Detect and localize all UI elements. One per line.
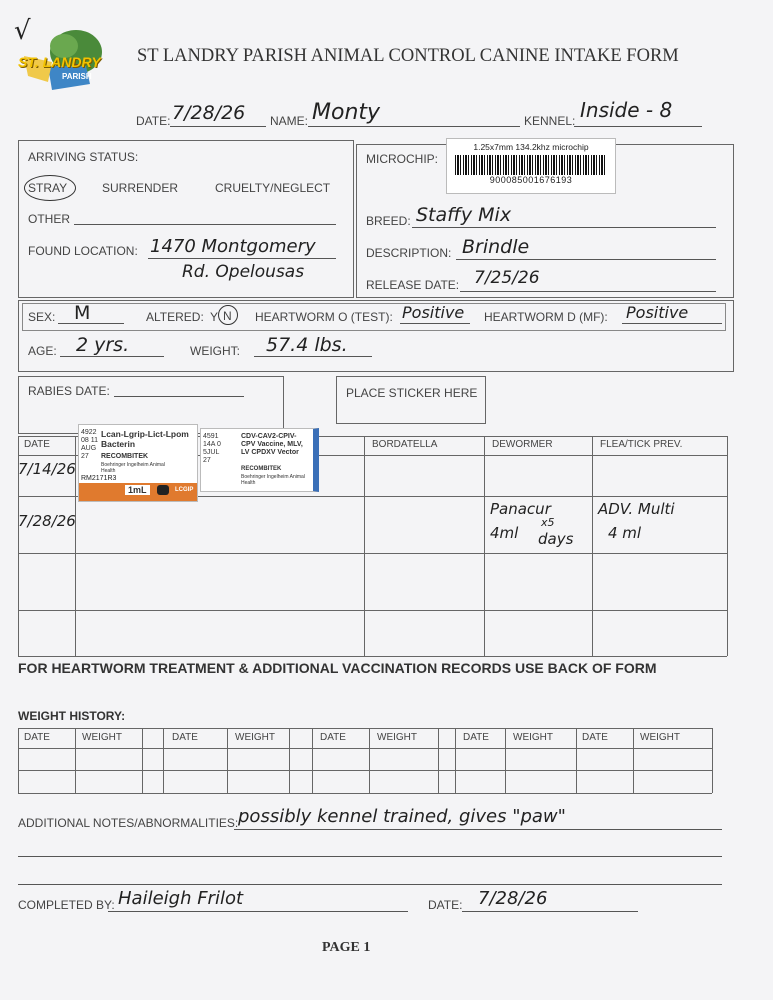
age-value: 2 yrs. <box>76 334 130 356</box>
age-label: AGE: <box>28 344 57 358</box>
vaccine-sticker-leptospira <box>78 424 198 502</box>
completed-by-value: Haileigh Frilot <box>118 888 244 909</box>
place-sticker-box <box>336 376 486 424</box>
dewormer-days: days <box>538 530 574 548</box>
cruelty-option: CRUELTY/NEGLECT <box>215 181 331 195</box>
weight-history-header-weight-1: WEIGHT <box>82 732 122 743</box>
microchip-sticker-text: 1.25x7mm 134.2khz microchip <box>473 142 589 152</box>
weight-history-header-weight-3: WEIGHT <box>377 732 417 743</box>
weight-history-label: WEIGHT HISTORY: <box>18 709 126 723</box>
back-of-form-notice: FOR HEARTWORM TREATMENT & ADDITIONAL VACCINATION RECORDS USE BACK OF FORM <box>18 660 657 676</box>
sex-value: M <box>74 302 91 324</box>
completed-date-value: 7/28/26 <box>478 888 548 909</box>
weight-history-header-date-3: DATE <box>320 732 346 743</box>
vaccine-header-bordatella: BORDATELLA <box>372 439 438 450</box>
sticker2-name: CDV-CAV2-CPIV-CPV Vaccine, MLV, LV CPDXV Vector <box>241 433 303 456</box>
weight-history-header-date-1: DATE <box>24 732 50 743</box>
sticker1-brand: RECOMBITEK <box>101 453 149 460</box>
page-number: PAGE 1 <box>322 940 371 955</box>
weight-label: WEIGHT: <box>190 344 240 358</box>
sticker2-lot: 459114A 05JUL27 <box>203 433 221 464</box>
sticker1-tag: LCGIP <box>175 487 194 493</box>
microchip-sticker <box>446 138 616 194</box>
logo-subtext: PARISH <box>62 72 92 81</box>
breed-label: BREED: <box>366 214 411 228</box>
surrender-option: SURRENDER <box>102 181 179 195</box>
vaccine-header-date: DATE <box>24 439 50 450</box>
sticker1-dose: 1mL <box>125 485 150 495</box>
completed-by-label: COMPLETED BY: <box>18 898 115 912</box>
weight-history-header-weight-4: WEIGHT <box>513 732 553 743</box>
sticker1-maker: Boehringer Ingelheim Animal Health <box>101 462 165 474</box>
altered-no-circled: N <box>223 309 232 323</box>
rabies-date-label: RABIES DATE: <box>28 384 110 398</box>
vaccine-row2-date: 7/28/26 <box>18 512 76 530</box>
dog-icon <box>157 485 169 495</box>
dewormer-line2: 4ml <box>490 524 519 542</box>
heartworm-d-label: HEARTWORM D (MF): <box>484 310 608 324</box>
altered-label: ALTERED: <box>146 310 204 324</box>
microchip-label: MICROCHIP: <box>366 152 438 166</box>
vaccine-sticker-distemper <box>200 428 319 492</box>
sticker2-maker: Boehringer Ingelheim Animal Health <box>241 474 305 486</box>
kennel-label: KENNEL: <box>524 114 576 128</box>
date-label: DATE: <box>136 114 171 128</box>
release-date-value: 7/25/26 <box>474 268 540 288</box>
additional-notes-label: ADDITIONAL NOTES/ABNORMALITIES: <box>18 816 239 830</box>
place-sticker-label: PLACE STICKER HERE <box>346 386 478 400</box>
heartworm-o-label: HEARTWORM O (TEST): <box>255 310 393 324</box>
description-label: DESCRIPTION: <box>366 246 452 260</box>
weight-history-header-weight-5: WEIGHT <box>640 732 680 743</box>
name-value: Monty <box>312 100 381 125</box>
check-mark: √ <box>14 16 31 46</box>
release-date-label: RELEASE DATE: <box>366 278 460 292</box>
found-location-label: FOUND LOCATION: <box>28 244 138 258</box>
vaccine-header-flea-tick: FLEA/TICK PREV. <box>600 439 683 450</box>
parish-logo <box>18 26 106 100</box>
weight-history-header-date-5: DATE <box>582 732 608 743</box>
sex-label: SEX: <box>28 310 56 324</box>
sticker1-code: RM2171R3 <box>81 475 117 482</box>
found-location-line1: 1470 Montgomery <box>150 236 316 257</box>
weight-history-header-weight-2: WEIGHT <box>235 732 275 743</box>
barcode-icon <box>455 155 607 175</box>
weight-history-header-date-2: DATE <box>172 732 198 743</box>
dewormer-line1: Panacur <box>490 500 551 518</box>
sticker1-name: Lcan-Lgrip-Lict-Lpom Bacterin <box>101 429 189 449</box>
sticker2-brand: RECOMBITEK <box>241 466 282 472</box>
intake-date-value: 7/28/26 <box>172 102 246 124</box>
found-location-line2: Rd. Opelousas <box>182 262 305 282</box>
arriving-status-label: ARRIVING STATUS: <box>28 150 139 164</box>
heartworm-d-value: Positive <box>626 303 689 322</box>
name-label: NAME: <box>270 114 309 128</box>
other-label: OTHER <box>28 212 70 226</box>
stray-option: STRAY <box>28 181 68 195</box>
breed-value: Staffy Mix <box>416 204 512 226</box>
weight-value: 57.4 lbs. <box>266 334 348 356</box>
vaccine-header-dewormer: DEWORMER <box>492 439 553 450</box>
flea-line1: ADV. Multi <box>598 500 675 518</box>
altered-yes: Y <box>210 310 219 324</box>
heartworm-o-value: Positive <box>402 303 465 322</box>
description-value: Brindle <box>462 236 530 258</box>
microchip-number: 900085001676193 <box>489 175 573 185</box>
logo-text: ST. LANDRY <box>18 54 101 70</box>
sticker1-lot: 492208 11AUG27 <box>81 429 98 460</box>
form-title: ST LANDRY PARISH ANIMAL CONTROL CANINE INTAKE FORM <box>137 46 679 66</box>
weight-history-header-date-4: DATE <box>463 732 489 743</box>
kennel-value: Inside - 8 <box>580 98 673 122</box>
dewormer-x5: x5 <box>541 516 555 529</box>
additional-notes-value: possibly kennel trained, gives "paw" <box>238 806 566 827</box>
vaccine-row1-date: 7/14/26 <box>18 460 76 478</box>
completed-date-label: DATE: <box>428 898 463 912</box>
flea-line2: 4 ml <box>608 524 642 542</box>
